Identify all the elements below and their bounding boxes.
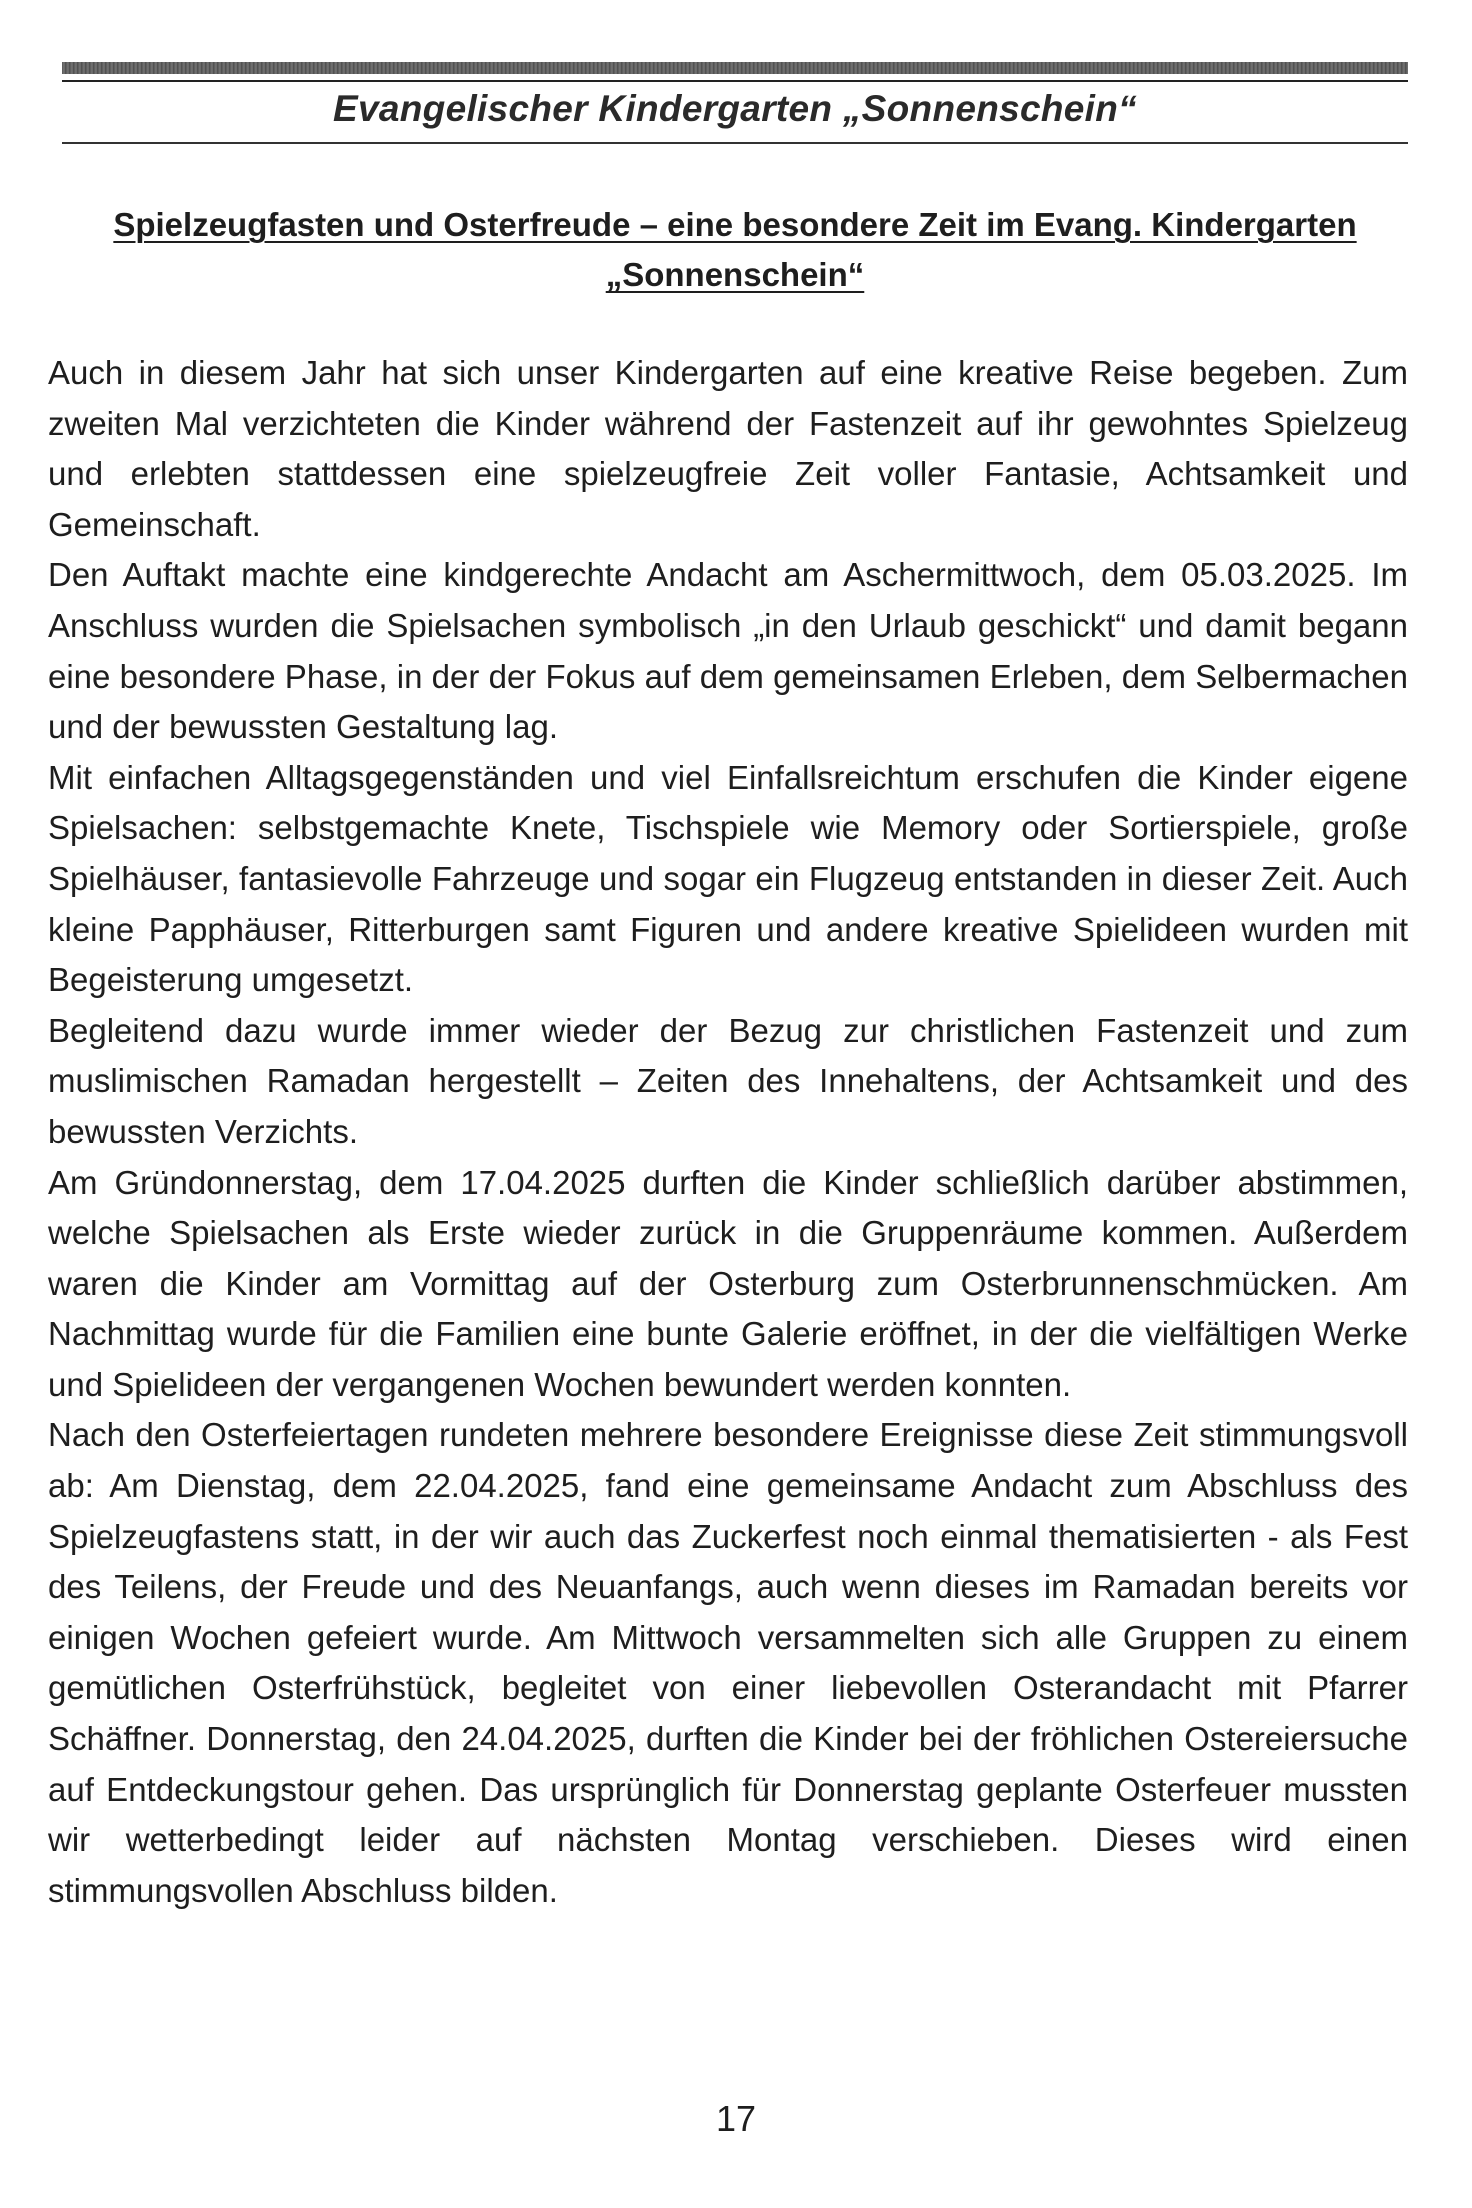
article-title-line-1: Spielzeugfasten und Osterfreude – eine besondere Zeit im Evang. Kindergarten xyxy=(113,206,1357,243)
page-number: 17 xyxy=(715,2098,757,2139)
article-title xyxy=(62,200,1408,300)
article-paragraph-1: Auch in diesem Jahr hat sich unser Kindergarten auf eine kreative Reise begeben. Zum zweiten Mal verzichteten die Kinder während der Fastenzeit auf ihr gewohntes Spielzeug und erlebten stattdessen eine spielzeugfreie Zeit voller Fantasie, Achtsamkeit und Gemeinschaft. xyxy=(48,354,1408,543)
article-paragraph-6: Nach den Osterfeiertagen rundeten mehrere besondere Ereignisse diese Zeit stimmungsvoll ab: Am Dienstag, dem 22.04.2025, fand eine gemeinsame Andacht zum Abschluss des Spielzeugfastens statt, in der wir auch das Zuckerfest noch einmal thematisierten - als Fest des Teilens, der Freude und des Neuanfangs, auch wenn dieses im Ramadan bereits vor einigen Wochen gefeiert wurde. Am Mittwoch versammelten sich alle Gruppen zu einem gemütlichen Osterfrühstück, begleitet von einer liebevollen Osterandacht mit Pfarrer Schäffner. Donnerstag, den 24.04.2025, durften die Kinder bei der fröhlichen Ostereiersuche auf Entdeckungstour gehen. Das ursprünglich für Donnerstag geplante Osterfeuer mussten wir wetterbedingt leider auf nächsten Montag verschieben. Dieses wird einen stimmungsvollen Abschluss bilden. xyxy=(48,1416,1408,1909)
article-paragraph-4: Begleitend dazu wurde immer wieder der Bezug zur christlichen Fastenzeit und zum muslimischen Ramadan hergestellt – Zeiten des Innehaltens, der Achtsamkeit und des bewussten Verzichts. xyxy=(48,1011,1408,1150)
article-body xyxy=(48,348,1408,1916)
header-title: Evangelischer Kindergarten „Sonnenschein“ xyxy=(333,88,1137,129)
article-title-line-2: „Sonnenschein“ xyxy=(605,256,865,293)
header-decorative-bar xyxy=(62,62,1408,74)
article-paragraph-5: Am Gründonnerstag, dem 17.04.2025 durften die Kinder schließlich darüber abstimmen, welche Spielsachen als Erste wieder zurück in die Gruppenräume kommen. Außerdem waren die Kinder am Vormittag auf der Osterburg zum Osterbrunnenschmücken. Am Nachmittag wurde für die Familien eine bunte Galerie eröffnet, in der die vielfältigen Werke und Spielideen der vergangenen Wochen bewundert werden konnten. xyxy=(48,1163,1408,1403)
header-top-rule xyxy=(62,80,1408,82)
header-bottom-rule xyxy=(62,142,1408,144)
article-paragraph-3: Mit einfachen Alltagsgegenständen und viel Einfallsreichtum erschufen die Kinder eigene Spielsachen: selbstgemachte Knete, Tischspiele wie Memory oder Sortierspiele, große Spielhäuser, fantasievolle Fahrzeuge und sogar ein Flugzeug entstanden in dieser Zeit. Auch kleine Papphäuser, Ritterburgen samt Figuren und andere kreative Spielideen wurden mit Begeisterung umgesetzt. xyxy=(48,758,1408,999)
article-paragraph-2: Den Auftakt machte eine kindgerechte Andacht am Aschermittwoch, dem 05.03.2025. Im Anschluss wurden die Spielsachen symbolisch „in den Urlaub geschickt“ und damit begann eine besondere Phase, in der der Fokus auf dem gemeinsamen Erleben, dem Selbermachen und der bewussten Gestaltung lag. xyxy=(48,556,1408,746)
